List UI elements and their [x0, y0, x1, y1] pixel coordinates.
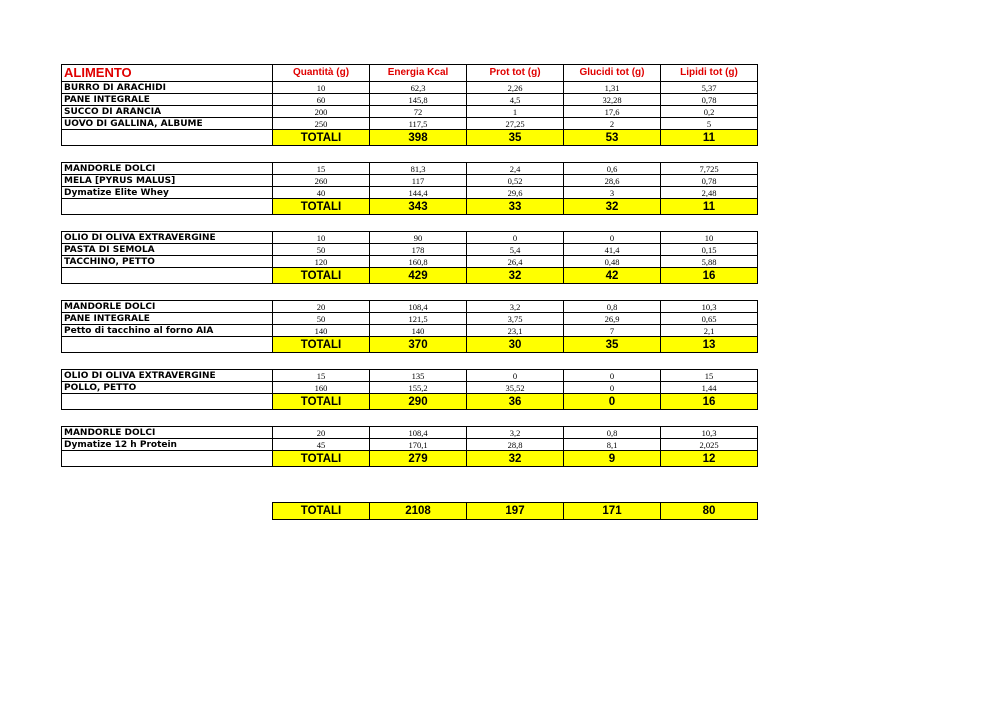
meal-totals-kcal: 343: [370, 199, 467, 215]
fat-cell: 2,1: [661, 325, 758, 337]
meal-totals-row: [62, 337, 758, 353]
header-carbs: Glucidi tot (g): [564, 65, 661, 82]
protein-cell: 29,6: [467, 187, 564, 199]
protein-cell: 2,26: [467, 82, 564, 94]
meal-totals-spacer: [62, 394, 273, 410]
header-food: ALIMENTO: [62, 65, 273, 82]
meal-totals-spacer: [62, 451, 273, 467]
fat-cell: 10: [661, 232, 758, 244]
fat-cell: 1,44: [661, 382, 758, 394]
meal-totals-protein: 32: [467, 451, 564, 467]
protein-cell: 26,4: [467, 256, 564, 268]
grand-total: [272, 502, 758, 520]
table-row: [62, 325, 758, 337]
protein-cell: 0: [467, 232, 564, 244]
quantity-cell: 120: [273, 256, 370, 268]
food-name: OLIO DI OLIVA EXTRAVERGINE: [62, 232, 273, 244]
energy-cell: 144,4: [370, 187, 467, 199]
energy-cell: 135: [370, 370, 467, 382]
protein-cell: 1: [467, 106, 564, 118]
carbs-cell: 0: [564, 382, 661, 394]
table-row: [62, 187, 758, 199]
meal-totals-spacer: [62, 199, 273, 215]
meal-totals-kcal: 429: [370, 268, 467, 284]
meal-totals-row: [62, 130, 758, 146]
protein-cell: 2,4: [467, 163, 564, 175]
table-row: [62, 82, 758, 94]
protein-cell: 5,4: [467, 244, 564, 256]
meal-totals-fat: 16: [661, 268, 758, 284]
grand-total-table: [272, 502, 758, 520]
table-row: [62, 106, 758, 118]
food-name: UOVO DI GALLINA, ALBUME: [62, 118, 273, 130]
carbs-cell: 0,48: [564, 256, 661, 268]
grand-total-carbs: 171: [564, 503, 661, 520]
table-row: [62, 382, 758, 394]
table-row: [62, 232, 758, 244]
carbs-cell: 0: [564, 232, 661, 244]
food-name: POLLO, PETTO: [62, 382, 273, 394]
carbs-cell: 17,6: [564, 106, 661, 118]
energy-cell: 140: [370, 325, 467, 337]
food-name: MANDORLE DOLCI: [62, 301, 273, 313]
quantity-cell: 50: [273, 244, 370, 256]
food-name: Dymatize 12 h Protein: [62, 439, 273, 451]
protein-cell: 28,8: [467, 439, 564, 451]
carbs-cell: 41,4: [564, 244, 661, 256]
meal-totals-row: [62, 199, 758, 215]
food-name: OLIO DI OLIVA EXTRAVERGINE: [62, 370, 273, 382]
meal-totals-carbs: 42: [564, 268, 661, 284]
fat-cell: 0,2: [661, 106, 758, 118]
protein-cell: 0: [467, 370, 564, 382]
fat-cell: 10,3: [661, 427, 758, 439]
separator-cell: [62, 215, 758, 232]
fat-cell: 5,88: [661, 256, 758, 268]
quantity-cell: 10: [273, 82, 370, 94]
protein-cell: 3,2: [467, 301, 564, 313]
food-name: Dymatize Elite Whey: [62, 187, 273, 199]
meal-totals-row: [62, 451, 758, 467]
meal-totals-protein: 35: [467, 130, 564, 146]
carbs-cell: 2: [564, 118, 661, 130]
meal-totals-label: TOTALI: [273, 394, 370, 410]
header-row: [62, 65, 758, 82]
grand-total-fat: 80: [661, 503, 758, 520]
meal-separator: [62, 353, 758, 370]
diet-sheet: [61, 64, 757, 467]
table-row: [62, 301, 758, 313]
header-fat: Lipidi tot (g): [661, 65, 758, 82]
meal-totals-spacer: [62, 337, 273, 353]
meal-totals-fat: 13: [661, 337, 758, 353]
energy-cell: 108,4: [370, 301, 467, 313]
quantity-cell: 15: [273, 370, 370, 382]
meal-totals-label: TOTALI: [273, 130, 370, 146]
protein-cell: 35,52: [467, 382, 564, 394]
quantity-cell: 260: [273, 175, 370, 187]
fat-cell: 0,78: [661, 94, 758, 106]
meal-separator: [62, 215, 758, 232]
carbs-cell: 1,31: [564, 82, 661, 94]
carbs-cell: 0: [564, 370, 661, 382]
table-row: [62, 427, 758, 439]
table-row: [62, 256, 758, 268]
meal-totals-spacer: [62, 268, 273, 284]
carbs-cell: 0,6: [564, 163, 661, 175]
energy-cell: 117,5: [370, 118, 467, 130]
separator-cell: [62, 284, 758, 301]
meal-separator: [62, 146, 758, 163]
meal-totals-row: [62, 268, 758, 284]
meal-totals-kcal: 370: [370, 337, 467, 353]
meal-totals-protein: 33: [467, 199, 564, 215]
meal-totals-spacer: [62, 130, 273, 146]
carbs-cell: 3: [564, 187, 661, 199]
carbs-cell: 26,9: [564, 313, 661, 325]
meal-totals-label: TOTALI: [273, 268, 370, 284]
energy-cell: 62,3: [370, 82, 467, 94]
meal-totals-carbs: 9: [564, 451, 661, 467]
meal-separator: [62, 410, 758, 427]
protein-cell: 23,1: [467, 325, 564, 337]
energy-cell: 108,4: [370, 427, 467, 439]
table-row: [62, 94, 758, 106]
grand-total-protein: 197: [467, 503, 564, 520]
separator-cell: [62, 410, 758, 427]
carbs-cell: 0,8: [564, 301, 661, 313]
meal-totals-protein: 30: [467, 337, 564, 353]
fat-cell: 7,725: [661, 163, 758, 175]
quantity-cell: 140: [273, 325, 370, 337]
meal-totals-row: [62, 394, 758, 410]
protein-cell: 3,2: [467, 427, 564, 439]
food-name: MANDORLE DOLCI: [62, 427, 273, 439]
energy-cell: 117: [370, 175, 467, 187]
food-name: TACCHINO, PETTO: [62, 256, 273, 268]
food-name: BURRO DI ARACHIDI: [62, 82, 273, 94]
quantity-cell: 20: [273, 427, 370, 439]
fat-cell: 15: [661, 370, 758, 382]
food-name: PASTA DI SEMOLA: [62, 244, 273, 256]
meal-totals-fat: 12: [661, 451, 758, 467]
meal-totals-protein: 32: [467, 268, 564, 284]
quantity-cell: 10: [273, 232, 370, 244]
carbs-cell: 7: [564, 325, 661, 337]
fat-cell: 10,3: [661, 301, 758, 313]
quantity-cell: 200: [273, 106, 370, 118]
table-row: [62, 439, 758, 451]
table-row: [62, 163, 758, 175]
separator-cell: [62, 353, 758, 370]
meal-totals-kcal: 398: [370, 130, 467, 146]
energy-cell: 72: [370, 106, 467, 118]
table-row: [62, 244, 758, 256]
table-row: [62, 370, 758, 382]
meal-totals-label: TOTALI: [273, 199, 370, 215]
quantity-cell: 15: [273, 163, 370, 175]
meals-table: [61, 64, 758, 467]
energy-cell: 170,1: [370, 439, 467, 451]
meal-totals-fat: 11: [661, 199, 758, 215]
header-quantity: Quantità (g): [273, 65, 370, 82]
energy-cell: 155,2: [370, 382, 467, 394]
protein-cell: 4,5: [467, 94, 564, 106]
energy-cell: 160,8: [370, 256, 467, 268]
meal-totals-protein: 36: [467, 394, 564, 410]
meal-separator: [62, 284, 758, 301]
grand-total-kcal: 2108: [370, 503, 467, 520]
energy-cell: 145,8: [370, 94, 467, 106]
table-row: [62, 118, 758, 130]
protein-cell: 3,75: [467, 313, 564, 325]
energy-cell: 81,3: [370, 163, 467, 175]
energy-cell: 121,5: [370, 313, 467, 325]
meal-totals-fat: 16: [661, 394, 758, 410]
grand-total-label: TOTALI: [273, 503, 370, 520]
fat-cell: 5: [661, 118, 758, 130]
food-name: SUCCO DI ARANCIA: [62, 106, 273, 118]
table-row: [62, 175, 758, 187]
quantity-cell: 60: [273, 94, 370, 106]
quantity-cell: 40: [273, 187, 370, 199]
food-name: MELA [PYRUS MALUS]: [62, 175, 273, 187]
meal-totals-carbs: 35: [564, 337, 661, 353]
food-name: Petto di tacchino al forno AIA: [62, 325, 273, 337]
fat-cell: 0,78: [661, 175, 758, 187]
quantity-cell: 50: [273, 313, 370, 325]
meal-totals-kcal: 290: [370, 394, 467, 410]
carbs-cell: 32,28: [564, 94, 661, 106]
food-name: PANE INTEGRALE: [62, 313, 273, 325]
protein-cell: 27,25: [467, 118, 564, 130]
fat-cell: 2,48: [661, 187, 758, 199]
quantity-cell: 250: [273, 118, 370, 130]
quantity-cell: 160: [273, 382, 370, 394]
table-row: [62, 313, 758, 325]
fat-cell: 0,65: [661, 313, 758, 325]
fat-cell: 2,025: [661, 439, 758, 451]
meal-totals-carbs: 53: [564, 130, 661, 146]
meal-totals-label: TOTALI: [273, 337, 370, 353]
carbs-cell: 0,8: [564, 427, 661, 439]
energy-cell: 178: [370, 244, 467, 256]
meal-totals-carbs: 32: [564, 199, 661, 215]
separator-cell: [62, 146, 758, 163]
quantity-cell: 20: [273, 301, 370, 313]
header-protein: Prot tot (g): [467, 65, 564, 82]
meal-totals-carbs: 0: [564, 394, 661, 410]
meal-totals-fat: 11: [661, 130, 758, 146]
protein-cell: 0,52: [467, 175, 564, 187]
fat-cell: 5,37: [661, 82, 758, 94]
meal-totals-label: TOTALI: [273, 451, 370, 467]
meal-totals-kcal: 279: [370, 451, 467, 467]
fat-cell: 0,15: [661, 244, 758, 256]
carbs-cell: 8,1: [564, 439, 661, 451]
food-name: PANE INTEGRALE: [62, 94, 273, 106]
grand-total-row: [273, 503, 758, 520]
food-name: MANDORLE DOLCI: [62, 163, 273, 175]
energy-cell: 90: [370, 232, 467, 244]
carbs-cell: 28,6: [564, 175, 661, 187]
header-energy: Energia Kcal: [370, 65, 467, 82]
quantity-cell: 45: [273, 439, 370, 451]
